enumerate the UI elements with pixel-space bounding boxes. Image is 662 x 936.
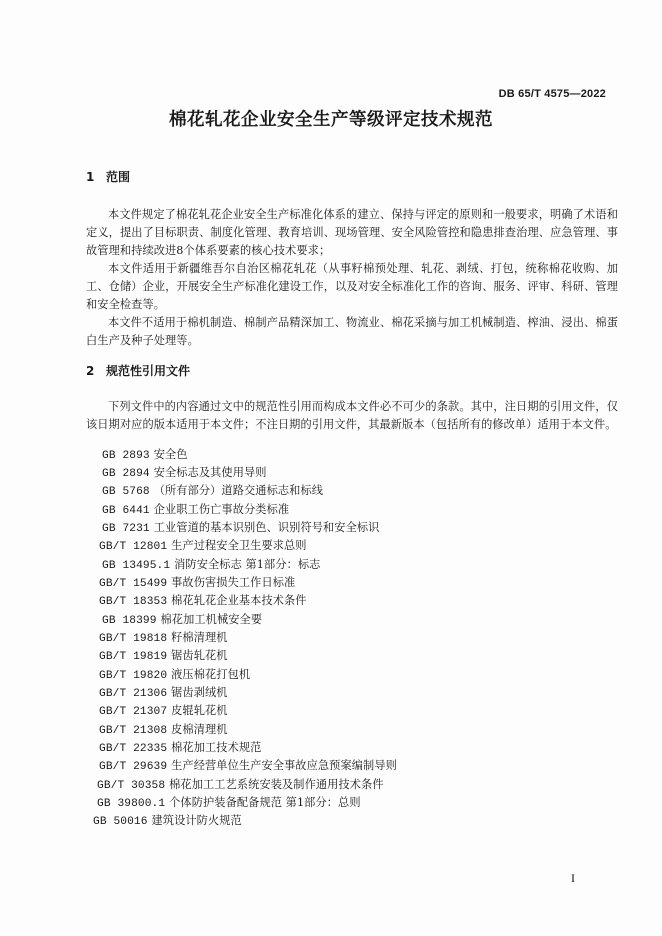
reference-item: GB/T 18353 棉花轧花企业基本技术条件 — [99, 594, 307, 608]
reference-item: GB/T 15499 事故伤害损失工作日标准 — [99, 576, 296, 590]
reference-item: GB 6441 企业职工伤亡事故分类标准 — [102, 503, 290, 517]
reference-item: GB 13495.1 消防安全标志 第1部分：标志 — [102, 558, 321, 572]
reference-item: GB/T 21307 皮辊轧花机 — [99, 704, 228, 718]
standard-code: DB 65/T 4575—2022 — [498, 88, 606, 100]
reference-item: GB 2894 安全标志及其使用导则 — [102, 466, 267, 480]
section-number: 2 — [86, 364, 95, 378]
page-number: I — [571, 871, 575, 885]
reference-item: GB 5768 （所有部分）道路交通标志和标线 — [102, 484, 324, 498]
reference-item: GB/T 30358 棉花加工工艺系统安装及制作通用技术条件 — [97, 778, 384, 792]
reference-item: GB/T 21308 皮棉清理机 — [99, 723, 228, 737]
reference-item: GB/T 12801 生产过程安全卫生要求总则 — [99, 539, 307, 553]
reference-item: GB 18399 棉花加工机械安全要 — [102, 613, 263, 627]
reference-item: GB/T 21306 锯齿剥绒机 — [99, 686, 228, 700]
reference-item: GB/T 22335 棉花加工技术规范 — [99, 741, 262, 755]
section-title: 范围 — [106, 170, 131, 184]
section-2-heading — [86, 362, 190, 379]
reference-item: GB/T 19819 锯齿轧花机 — [99, 649, 228, 663]
reference-item: GB 7231 工业管道的基本识别色、识别符号和安全标识 — [102, 521, 380, 535]
section-title: 规范性引用文件 — [106, 364, 191, 378]
reference-item: GB 2893 安全色 — [102, 448, 188, 462]
scope-paragraph-1: 本文件规定了棉花轧花企业安全生产标准化体系的建立、保持与评定的原则和一般要求，明确了术语和定义，提出了目标职责、制度化管理、教育培训、现场管理、安全风险管控和隐患排查治理、应急管理、事故管理和持续改进8个体系要素的核心技术要求； — [86, 208, 618, 257]
reference-item: GB 39800.1 个体防护装备配备规范 第1部分：总则 — [97, 796, 361, 810]
reference-item: GB/T 19818 籽棉清理机 — [99, 631, 228, 645]
section-1-heading — [86, 168, 130, 185]
section-number: 1 — [86, 170, 95, 184]
references-intro-paragraph: 下列文件中的内容通过文中的规范性引用而构成本文件必不可少的条款。其中，注日期的引用文件，仅该日期对应的版本适用于本文件；不注日期的引用文件，其最新版本（包括所有的修改单）适用于本文件。 — [86, 400, 618, 431]
scope-paragraph-3: 本文件不适用于棉机制造、棉制产品精深加工、物流业、棉花采摘与加工机械制造、榨油、浸出、棉蛋白生产及种子处理等。 — [86, 316, 618, 347]
document-title: 棉花轧花企业安全生产等级评定技术规范 — [169, 110, 493, 130]
scope-paragraph-2: 本文件适用于新疆维吾尔自治区棉花轧花（从事籽棉预处理、轧花、剥绒、打包，统称棉花收购、加工、仓储）企业，开展安全生产标准化建设工作，以及对安全标准化工作的咨询、服务、评审、科研、管理和安全检查等。 — [86, 262, 618, 311]
reference-item: GB/T 19820 液压棉花打包机 — [99, 668, 251, 682]
reference-item: GB 50016 建筑设计防火规范 — [93, 814, 242, 828]
reference-item: GB/T 29639 生产经营单位生产安全事故应急预案编制导则 — [99, 759, 397, 773]
